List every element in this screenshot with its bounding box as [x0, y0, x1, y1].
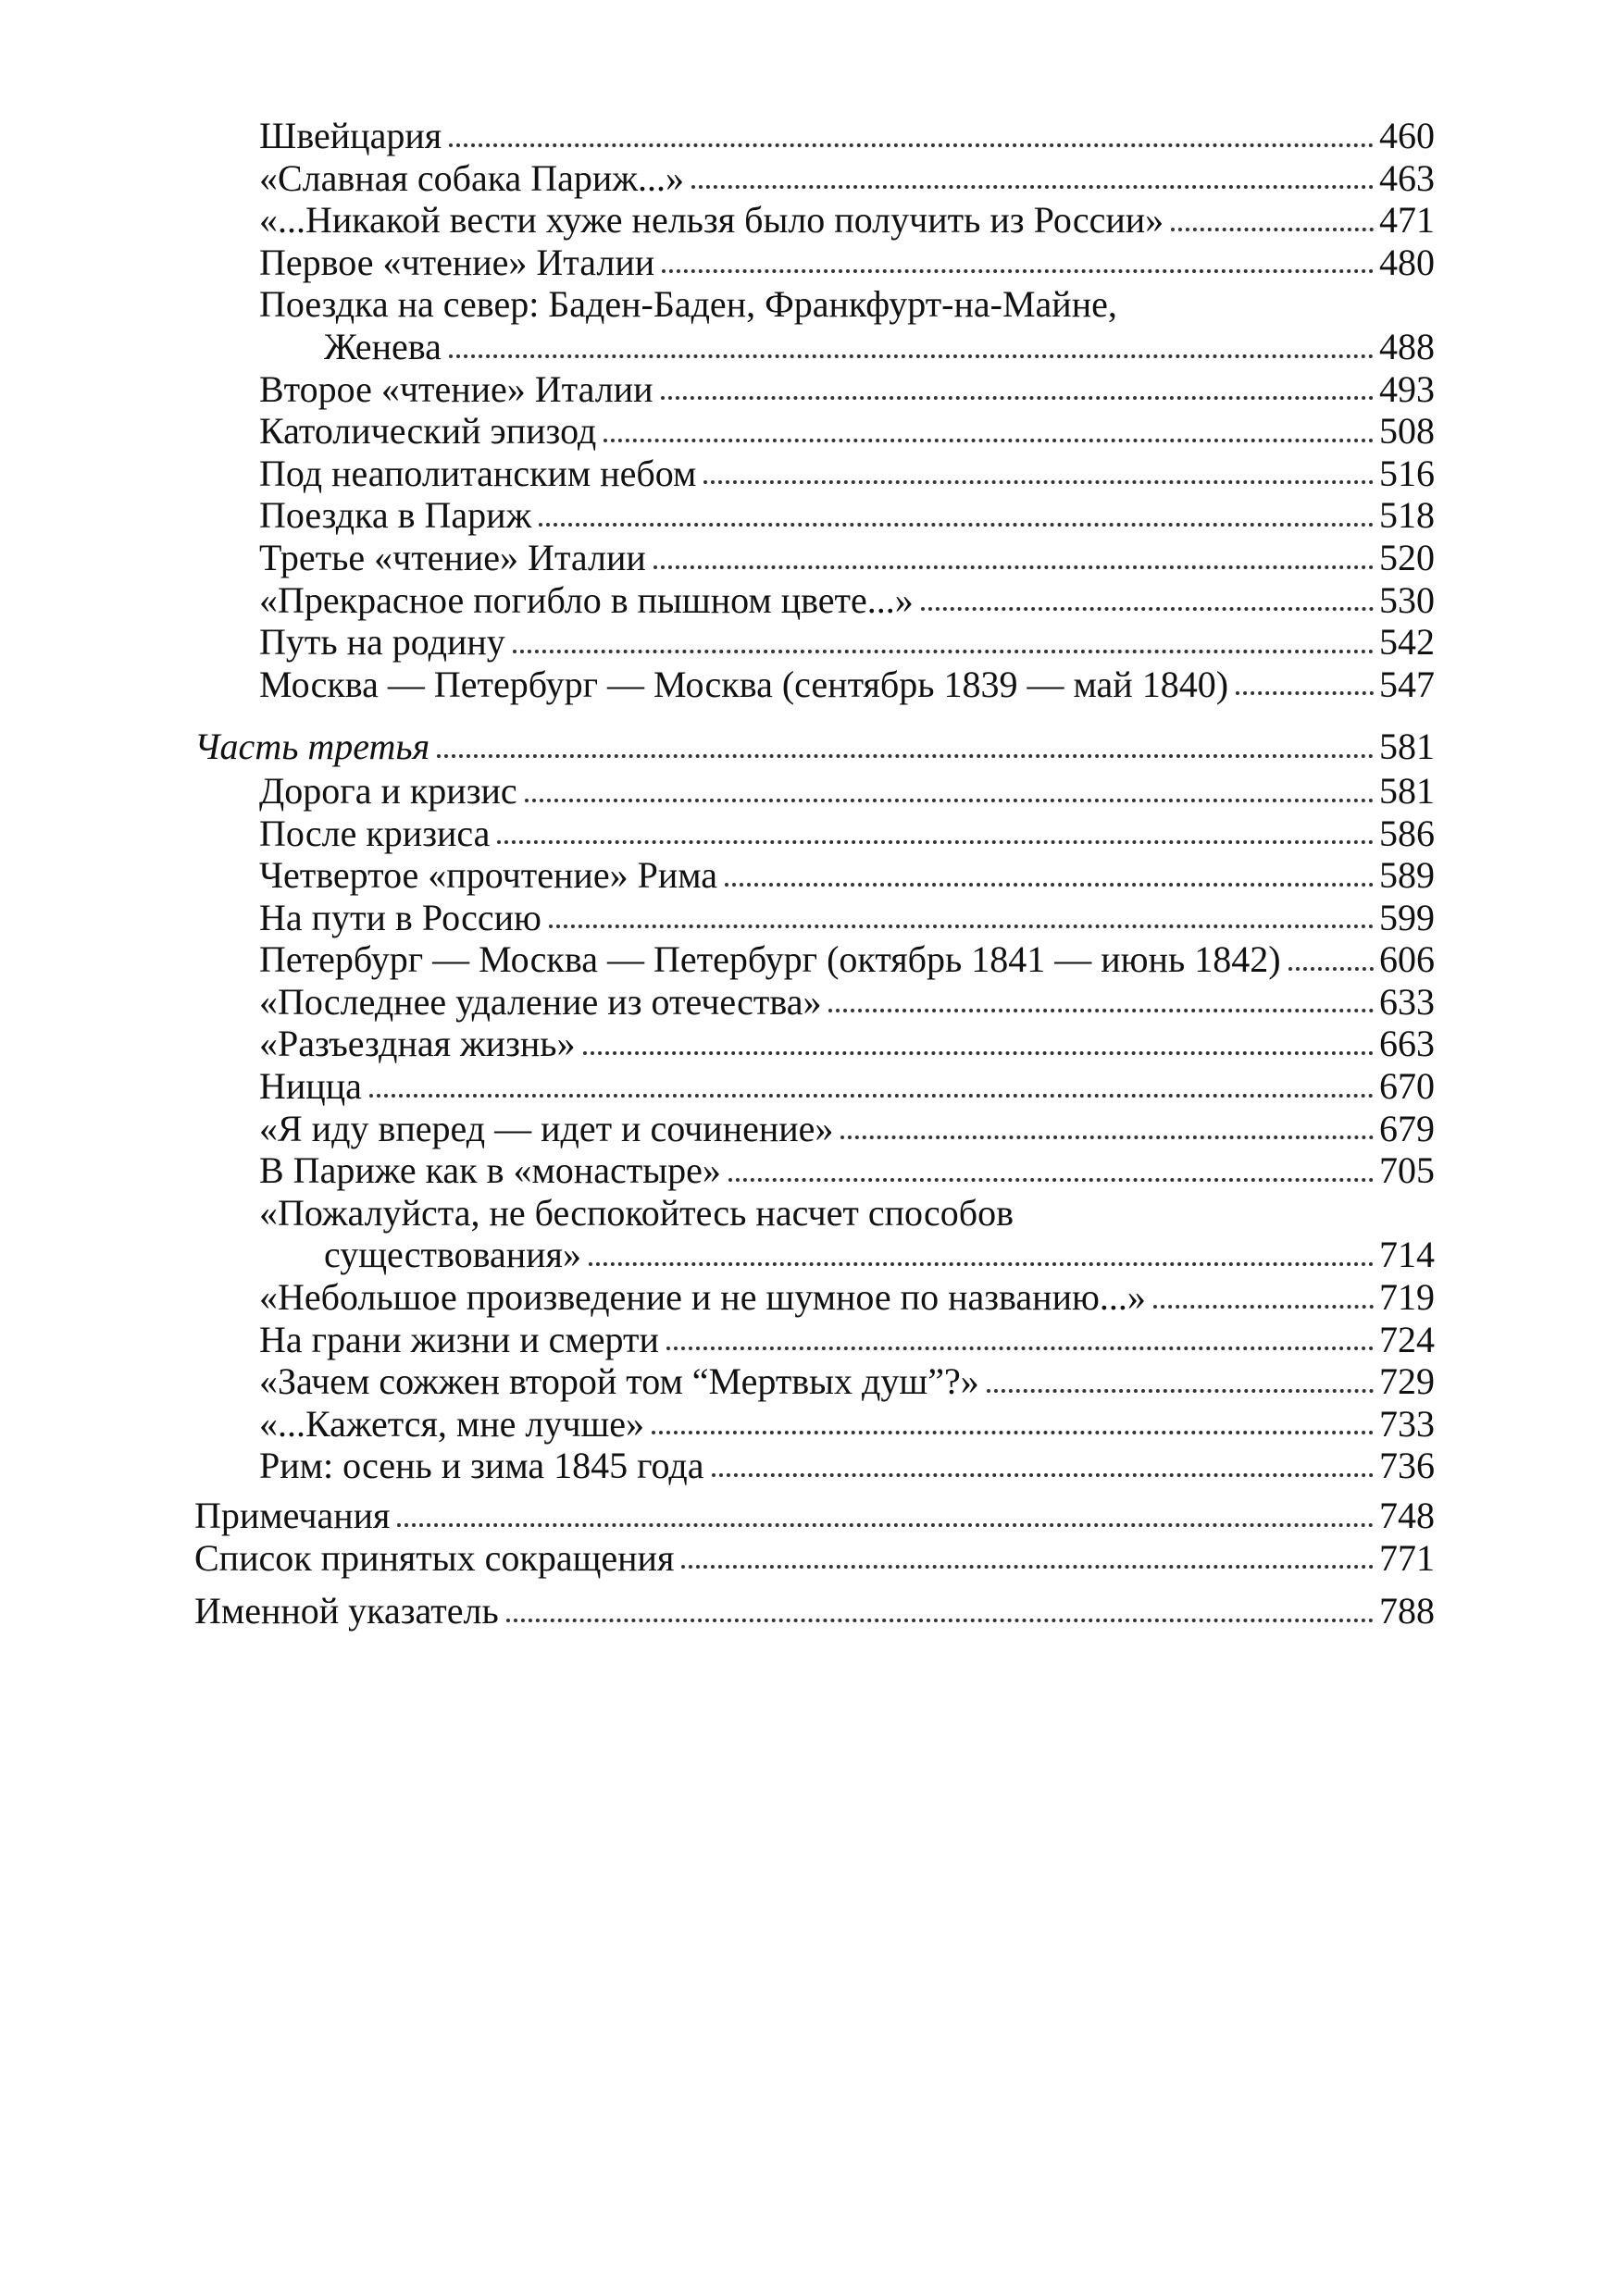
toc-entry [194, 770, 1435, 813]
dot-leader [539, 523, 1374, 527]
toc-page-number: 516 [1379, 452, 1435, 494]
toc-page-number: 460 [1379, 115, 1435, 156]
toc-entry [194, 1276, 1435, 1319]
toc-page-number: 714 [1379, 1234, 1435, 1276]
dot-leader [604, 439, 1374, 442]
toc-entry-title: Католический эпизод [259, 410, 597, 453]
toc-page-number: 586 [1379, 812, 1435, 854]
toc-entry-title: На пути в Россию [259, 896, 541, 938]
dot-leader [1153, 1305, 1374, 1309]
table-of-contents [194, 115, 1435, 1632]
toc-page-number: 733 [1379, 1402, 1435, 1445]
toc-entry [194, 157, 1435, 200]
dot-leader [681, 1565, 1374, 1569]
toc-entry [194, 664, 1435, 706]
toc-page-number: 729 [1379, 1360, 1435, 1403]
toc-page-number: 520 [1379, 536, 1435, 578]
toc-entry [194, 242, 1435, 284]
toc-entry [194, 115, 1435, 157]
toc-entry [194, 1319, 1435, 1361]
toc-entry-title: Дорога и кризис [259, 769, 517, 812]
toc-entry [194, 494, 1435, 537]
toc-entry-title: Примечания [194, 1495, 391, 1536]
dot-leader [725, 883, 1374, 887]
toc-entry [194, 1108, 1435, 1150]
toc-page-number: 508 [1379, 410, 1435, 453]
toc-entry [194, 1445, 1435, 1487]
toc-entry-title-line1: Поездка на север: Баден-Баден, Франкфурт-на-Майне, [259, 283, 1117, 326]
toc-entry-title: «...Никакой вести хуже нельзя было получить из России» [259, 199, 1164, 242]
toc-page-number: 663 [1379, 1023, 1435, 1065]
dot-leader [397, 1523, 1374, 1527]
toc-entry [194, 621, 1435, 664]
toc-entry-title-line2: существования» [324, 1234, 581, 1276]
dot-leader [449, 143, 1374, 147]
dot-leader [921, 607, 1374, 611]
toc-entry-title: Второе «чтение» Италии [259, 367, 653, 410]
dot-leader [1236, 691, 1374, 695]
dot-leader [666, 1347, 1374, 1350]
toc-entry [194, 579, 1435, 622]
toc-entry-title: В Париже как в «монастыре» [259, 1149, 721, 1192]
toc-entry-title: Именной указатель [194, 1590, 499, 1632]
toc-entry-abbreviations [194, 1537, 1435, 1580]
toc-page-number: 606 [1379, 938, 1435, 981]
toc-entry-title: Третье «чтение» Италии [259, 536, 646, 578]
dot-leader [840, 1136, 1374, 1139]
toc-entry-title: «Я иду вперед — идет и сочинение» [259, 1107, 834, 1149]
dot-leader [449, 354, 1374, 358]
toc-entry-multiline [194, 1192, 1435, 1276]
toc-entry [194, 1023, 1435, 1065]
toc-entry [194, 368, 1435, 411]
toc-entry-title: Список принятых сокращения [194, 1536, 675, 1579]
dot-leader [525, 799, 1374, 802]
toc-page-number: 480 [1379, 241, 1435, 283]
toc-entry [194, 938, 1435, 981]
toc-entry [194, 453, 1435, 495]
toc-entry [194, 199, 1435, 242]
toc-entry-title: Москва — Петербург — Москва (сентябрь 1839 — май 1840) [259, 663, 1229, 705]
toc-page-number: 736 [1379, 1445, 1435, 1487]
toc-entry-title: «Последнее удаление из отечества» [259, 980, 822, 1023]
toc-entry-title: После кризиса [259, 812, 491, 854]
toc-entry-title: Под неаполитанским небом [259, 452, 697, 494]
toc-entry-notes [194, 1495, 1435, 1537]
toc-page-number: 705 [1379, 1149, 1435, 1192]
dot-leader [589, 1262, 1374, 1266]
toc-entry-title: Швейцария [259, 115, 442, 156]
toc-page-number: 463 [1379, 156, 1435, 199]
toc-entry-title: «Зачем сожжен второй том “Мертвых душ”?» [259, 1360, 979, 1403]
dot-leader [437, 754, 1374, 758]
dot-leader [712, 1473, 1375, 1477]
toc-page-number: 670 [1379, 1065, 1435, 1108]
dot-leader [703, 480, 1374, 484]
toc-entry-title: «Славная собака Париж...» [259, 156, 684, 199]
toc-entry-title-line2: Женева [324, 325, 442, 367]
toc-entry-title: Первое «чтение» Италии [259, 241, 655, 283]
dot-leader [828, 1009, 1374, 1012]
toc-entry-title: Путь на родину [259, 621, 505, 664]
toc-entry-title: «...Кажется, мне лучше» [259, 1402, 644, 1445]
toc-page-number: 599 [1379, 896, 1435, 938]
toc-entry [194, 1234, 1435, 1276]
toc-entry [194, 326, 1435, 368]
toc-entry-title: Рим: осень и зима 1845 года [259, 1445, 704, 1487]
toc-page-number: 488 [1379, 325, 1435, 367]
toc-entry-title: На грани жизни и смерти [259, 1318, 659, 1360]
dot-leader [728, 1178, 1374, 1182]
dot-leader [1288, 967, 1374, 971]
toc-entry [194, 897, 1435, 939]
toc-entry [194, 1403, 1435, 1446]
toc-entry-title: Поездка в Париж [259, 494, 532, 537]
toc-page-number: 771 [1379, 1536, 1435, 1579]
toc-entry [194, 813, 1435, 855]
toc-page-number: 724 [1379, 1318, 1435, 1360]
dot-leader [497, 840, 1374, 844]
toc-page-number: 471 [1379, 199, 1435, 242]
toc-entry-title: Четвертое «прочтение» Рима [259, 854, 718, 897]
toc-page-number: 748 [1379, 1495, 1435, 1536]
dot-leader [513, 650, 1374, 653]
toc-page-number: 719 [1379, 1276, 1435, 1319]
toc-entry [194, 537, 1435, 579]
toc-page-number: 581 [1379, 726, 1435, 768]
toc-page-number: 633 [1379, 980, 1435, 1023]
dot-leader [661, 396, 1374, 400]
toc-page-number: 542 [1379, 621, 1435, 664]
dot-leader [583, 1051, 1374, 1055]
dot-leader [691, 185, 1374, 189]
toc-page-number: 518 [1379, 494, 1435, 537]
dot-leader [549, 925, 1374, 928]
toc-entry-title-line1: «Пожалуйста, не беспокойтесь насчет способов [259, 1191, 1014, 1234]
toc-page-number: 547 [1379, 663, 1435, 705]
toc-page-number: 493 [1379, 367, 1435, 410]
toc-entry-multiline [194, 283, 1435, 367]
toc-entry [194, 981, 1435, 1024]
toc-page-number: 679 [1379, 1107, 1435, 1149]
toc-entry-title: «Разъездная жизнь» [259, 1023, 576, 1065]
toc-entry [194, 1149, 1435, 1192]
toc-page-number: 589 [1379, 854, 1435, 897]
toc-page-number: 581 [1379, 769, 1435, 812]
toc-entry [194, 410, 1435, 453]
toc-entry-title: «Прекрасное погибло в пышном цвете...» [259, 578, 914, 621]
dot-leader [662, 269, 1374, 273]
toc-entry-title: Ницца [259, 1065, 362, 1108]
toc-entry [194, 1065, 1435, 1108]
toc-entry-title: «Небольшое произведение и не шумное по названию...» [259, 1276, 1146, 1319]
dot-leader [1171, 228, 1374, 231]
toc-entry [194, 854, 1435, 897]
toc-entry-title: Петербург — Москва — Петербург (октябрь 1841 — июнь 1842) [259, 938, 1281, 981]
dot-leader [652, 1431, 1374, 1434]
toc-page-number: 530 [1379, 578, 1435, 621]
toc-part-heading [194, 726, 1435, 768]
dot-leader [506, 1619, 1374, 1622]
toc-page-number: 788 [1379, 1590, 1435, 1632]
dot-leader [653, 565, 1374, 569]
dot-leader [369, 1094, 1374, 1098]
toc-part-title: Часть третья [194, 726, 430, 768]
dot-leader [987, 1389, 1374, 1393]
toc-entry-name-index [194, 1590, 1435, 1632]
toc-entry [194, 1360, 1435, 1403]
